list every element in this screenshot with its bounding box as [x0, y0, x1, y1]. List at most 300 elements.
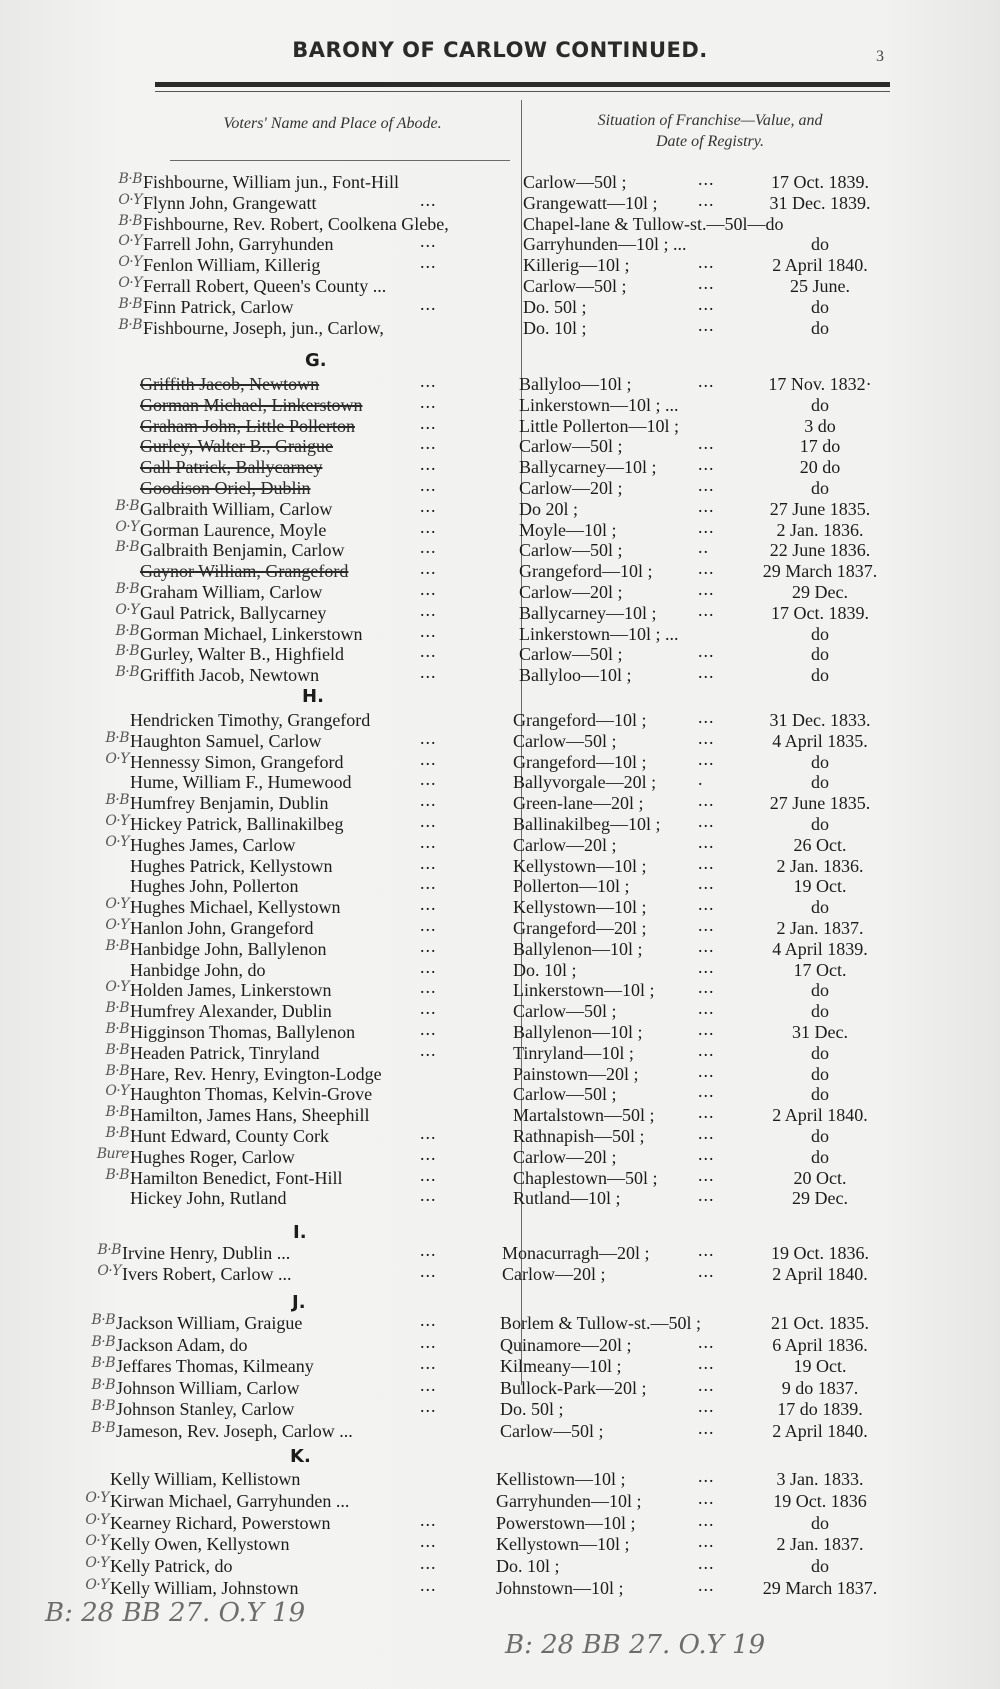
franchise-value: Johnstown—10l ; [496, 1578, 624, 1598]
leader-dots: ... [698, 189, 715, 210]
leader-dots: ... [698, 1164, 715, 1185]
voter-row [0, 662, 1000, 686]
voter-row [0, 1164, 1000, 1189]
voter-name: Haughton Samuel, Carlow [130, 730, 322, 751]
leader-dots: ... [698, 495, 715, 516]
annotation-mark: B·B [105, 1104, 129, 1121]
leader-dots: ... [698, 727, 715, 748]
registry-date: 2 April 1840. [772, 1105, 868, 1126]
franchise-value: Do. 10l ; [523, 317, 587, 338]
leader-dots: ... [698, 1353, 715, 1373]
franchise-value: Linkerstown—10l ; ... [519, 623, 679, 644]
franchise-value: Tinryland—10l ; [513, 1042, 634, 1063]
voter-row [0, 1531, 1000, 1555]
leader-dots: ... [420, 1039, 437, 1060]
registry-date: do [811, 317, 829, 338]
leader-dots: ... [698, 1185, 715, 1206]
registry-date: 9 do 1837. [781, 1377, 859, 1398]
voter-row [0, 852, 1000, 877]
leader-dots: ... [698, 1240, 715, 1260]
annotation-mark: B·B [91, 1312, 115, 1328]
voter-name: Hennessy Simon, Grangeford [130, 751, 344, 772]
voter-name: Gurley, Walter B., Highfield [140, 644, 345, 665]
franchise-value: Carlow—50l ; [523, 172, 627, 192]
voter-row [0, 1060, 1000, 1085]
leader-dots: ... [420, 790, 437, 811]
registry-date: 2 Jan. 1837. [776, 918, 864, 938]
leader-dots: ... [698, 1081, 715, 1102]
leader-dots: ... [420, 1123, 437, 1143]
leader-dots: ... [420, 1260, 437, 1281]
voter-name: Fishbourne, Rev. Robert, Coolkena Glebe, [143, 213, 449, 234]
annotation-mark: B·B [105, 1041, 129, 1058]
voter-name: Hamilton Benedict, Font-Hill [130, 1167, 343, 1188]
leader-dots: ... [420, 516, 437, 537]
voter-name: Haughton Thomas, Kelvin-Grove [130, 1084, 373, 1105]
voter-name: Hughes Roger, Carlow [130, 1146, 295, 1167]
leader-dots: ... [698, 831, 715, 852]
leader-dots: ... [420, 495, 437, 516]
voter-row [0, 252, 1000, 276]
franchise-value: Chaplestown—50l ; [513, 1167, 658, 1188]
franchise-value: Powerstown—10l ; [496, 1512, 636, 1533]
voter-row [0, 1374, 1000, 1399]
franchise-value: Do 20l ; [519, 498, 579, 519]
leader-dots: ... [698, 707, 715, 727]
franchise-value: Kellystown—10l ; [496, 1534, 630, 1555]
registry-date: 31 Dec. 1833. [769, 710, 871, 730]
leader-dots: .. [698, 537, 709, 558]
leader-dots: ... [420, 1240, 437, 1260]
leader-dots: ... [698, 1509, 715, 1530]
registry-date: 22 June 1836. [769, 540, 871, 561]
registry-date: 3 do [804, 415, 836, 436]
annotation-mark: O·Y [105, 979, 129, 996]
voter-name: Hunt Edward, County Cork [130, 1126, 329, 1146]
voter-name: Ivers Robert, Carlow ... [122, 1263, 292, 1284]
leader-dots: ... [420, 641, 437, 662]
registry-date: 17 Nov. 1832· [768, 374, 872, 394]
voter-row [0, 1143, 1000, 1168]
leader-dots: ... [698, 1019, 715, 1039]
annotation-mark: O·Y [105, 833, 129, 850]
voter-row [0, 1123, 1000, 1147]
registry-date: 17 Oct. [793, 959, 847, 980]
franchise-value: Carlow—50l ; [513, 1084, 617, 1105]
voter-name: Kirwan Michael, Garryhunden ... [110, 1490, 350, 1511]
franchise-value: Carlow—20l ; [519, 478, 623, 498]
annotation-mark: B·B [105, 1000, 129, 1017]
voter-name: Kelly William, Kellistown [110, 1469, 301, 1489]
voter-name: Headen Patrick, Tinryland [130, 1042, 320, 1063]
annotation-mark: B·B [91, 1398, 115, 1414]
registry-date: 2 Jan. 1836. [776, 855, 864, 876]
leader-dots: ... [698, 1123, 715, 1143]
leader-dots: ... [698, 977, 715, 998]
voter-name: Hanbidge John, Ballylenon [130, 938, 327, 959]
voter-name: Hickey John, Rutland [130, 1188, 287, 1209]
franchise-value: Linkerstown—10l ; ... [519, 394, 679, 415]
voter-name: Gorman Michael, Linkerstown [140, 394, 363, 415]
leader-dots: ... [698, 475, 715, 495]
voter-name: Griffith Jacob, Newtown [140, 374, 320, 394]
franchise-value: Do. 10l ; [513, 959, 577, 980]
voter-row [0, 769, 1000, 793]
leader-dots: ... [698, 1260, 715, 1281]
leader-dots: ... [698, 1331, 715, 1352]
voter-row [0, 293, 1000, 318]
voter-row [0, 707, 1000, 731]
section-letter [0, 350, 1000, 372]
annotation-mark: O·Y [105, 813, 129, 829]
franchise-value: Carlow—50l ; [519, 644, 623, 665]
voter-row [0, 915, 1000, 939]
leader-dots: ... [698, 579, 715, 599]
leader-dots: ... [698, 1553, 715, 1574]
voter-name: Hare, Rev. Henry, Evington-Lodge [130, 1063, 382, 1084]
voter-name: Gorman Laurence, Moyle [140, 519, 327, 540]
registry-date: do [811, 1556, 829, 1577]
annotation-mark: O·Y [105, 896, 129, 913]
annotation-mark: O·Y [118, 191, 142, 208]
registry-date: 20 Oct. [793, 1167, 847, 1188]
registry-date: 19 Oct. 1836 [773, 1490, 867, 1511]
annotation-mark: O·Y [118, 254, 142, 271]
franchise-value: Grangeford—10l ; [519, 561, 653, 582]
voter-name: Gorman Michael, Linkerstown [140, 623, 363, 644]
leader-dots: ... [698, 915, 715, 935]
registry-date: do [811, 1063, 829, 1084]
voter-name: Hughes Patrick, Kellystown [130, 855, 333, 876]
franchise-value: Pollerton—10l ; [513, 876, 630, 897]
leader-dots: ... [420, 433, 437, 454]
franchise-value: Grangeford—10l ; [513, 751, 647, 772]
section-letter-text: H. [302, 686, 324, 707]
registry-date: do [811, 478, 829, 498]
franchise-value: Carlow—20l ; [513, 834, 617, 855]
annotation-mark: B·B [118, 171, 142, 187]
franchise-value: Carlow—20l ; [502, 1263, 606, 1284]
franchise-value: Kilmeany—10l ; [500, 1356, 622, 1376]
voter-row [0, 790, 1000, 814]
section-letter-text: G. [305, 350, 327, 371]
registry-date: do [811, 897, 829, 918]
registry-date: 2 April 1840. [772, 1263, 868, 1284]
voter-name: Hamilton, James Hans, Sheephill [130, 1105, 370, 1126]
leader-dots: ... [420, 748, 437, 769]
voter-row [0, 1575, 1000, 1599]
column-header-franchise [545, 110, 875, 152]
voter-row [0, 599, 1000, 624]
franchise-value: Martalstown—50l ; [513, 1105, 655, 1126]
voter-name: Fishbourne, Joseph, jun., Carlow, [143, 317, 384, 338]
voter-row [0, 412, 1000, 437]
leader-dots: ... [420, 475, 437, 495]
section-letter [0, 1292, 1000, 1314]
annotation-mark: B·B [105, 729, 129, 746]
franchise-value: Bullock-Park—20l ; [500, 1377, 647, 1398]
voter-name: Jackson Adam, do [116, 1334, 248, 1355]
annotation-mark: O·Y [105, 917, 129, 933]
voter-name: Kelly William, Johnstown [110, 1578, 299, 1598]
annotation-mark: B·B [115, 581, 139, 597]
leader-dots: ... [698, 1531, 715, 1552]
voter-row [0, 956, 1000, 981]
voter-name: Johnson William, Carlow [116, 1377, 300, 1398]
franchise-value: Carlow—20l ; [519, 582, 623, 602]
franchise-value: Carlow—50l ; [513, 1001, 617, 1022]
voter-name: Jackson William, Graigue [116, 1313, 303, 1333]
voter-row [0, 537, 1000, 561]
registry-date: 6 April 1836. [772, 1334, 868, 1355]
franchise-value: Carlow—50l ; [519, 540, 623, 561]
column-header-franchise-line1: Situation of Franchise—Value, and [597, 112, 823, 129]
leader-dots: ... [420, 1164, 437, 1185]
voter-name: Holden James, Linkerstown [130, 980, 332, 1001]
voter-name: Graham John, Little Pollerton [140, 415, 355, 436]
leader-dots: ... [420, 811, 437, 831]
franchise-value: Do. 50l ; [500, 1399, 564, 1419]
leader-dots: ... [420, 1185, 437, 1206]
leader-dots: ... [420, 1509, 437, 1530]
voter-row [0, 1240, 1000, 1264]
franchise-value: Monacurragh—20l ; [502, 1243, 650, 1263]
voter-row [0, 1039, 1000, 1064]
voter-row [0, 231, 1000, 255]
voter-row [0, 579, 1000, 603]
voter-row [0, 475, 1000, 499]
leader-dots: ... [420, 391, 437, 412]
section-letter [0, 686, 1000, 708]
leader-dots: ... [420, 998, 437, 1019]
voter-name: Farrell John, Garryhunden [143, 234, 334, 255]
leader-dots: ... [698, 599, 715, 620]
voter-name: Gaynor William, Grangeford [140, 561, 349, 582]
voter-row [0, 454, 1000, 478]
voter-row [0, 433, 1000, 457]
registry-date: 20 do [799, 457, 841, 478]
franchise-value: Grangeford—20l ; [513, 918, 647, 938]
voter-name: Flynn John, Grangewatt [143, 192, 317, 213]
leader-dots: ... [698, 894, 715, 915]
voter-name: Jeffares Thomas, Kilmeany [116, 1356, 314, 1376]
franchise-value: Carlow—20l ; [513, 1146, 617, 1167]
franchise-value: Do. 50l ; [523, 296, 587, 317]
leader-dots: ... [698, 641, 715, 662]
leader-dots: ... [420, 371, 437, 391]
voter-row [0, 273, 1000, 297]
annotation-mark: O·Y [105, 1083, 129, 1100]
leader-dots: ... [420, 1331, 437, 1352]
leader-dots: ... [698, 1575, 715, 1595]
franchise-value: Carlow—50l ; [519, 436, 623, 457]
leader-dots: ... [420, 454, 437, 475]
annotation-mark: B·B [118, 316, 142, 333]
voter-name: Fenlon William, Killerig [143, 255, 321, 276]
registry-date: 17 Oct. 1839. [771, 172, 869, 192]
voter-row [0, 1102, 1000, 1126]
voter-name: Humfrey Alexander, Dublin [130, 1001, 332, 1022]
voter-name: Hume, William F., Humewood [130, 772, 352, 793]
voter-name: Ferrall Robert, Queen's County ... [143, 276, 387, 296]
leader-dots: ... [698, 516, 715, 537]
voter-row [0, 1396, 1000, 1420]
footer-tally-right: B: 28 BB 27. O.Y 19 [505, 1630, 766, 1660]
annotation-mark: O·Y [85, 1555, 109, 1572]
leader-dots: ... [420, 894, 437, 915]
leader-dots: ... [420, 662, 437, 683]
voter-row [0, 935, 1000, 960]
registry-date: 2 Jan. 1836. [776, 519, 864, 540]
voter-row [0, 1019, 1000, 1043]
annotation-mark: O·Y [85, 1511, 109, 1528]
leader-dots: ... [420, 558, 437, 579]
franchise-value: Ballycarney—10l ; [519, 457, 657, 478]
leader-dots: ... [420, 620, 437, 641]
voter-name: Kelly Owen, Kellystown [110, 1534, 290, 1555]
registry-date: do [811, 1512, 829, 1533]
voter-row [0, 371, 1000, 395]
registry-date: 19 Oct. [793, 876, 847, 897]
annotation-mark: B·B [91, 1355, 115, 1371]
voter-name: Graham William, Carlow [140, 582, 323, 602]
registry-date: 29 Dec. [792, 582, 848, 602]
voter-row [0, 620, 1000, 645]
voter-row [0, 1185, 1000, 1209]
leader-dots: ... [698, 1039, 715, 1060]
annotation-mark: B·B [105, 1062, 129, 1079]
leader-dots: ... [420, 231, 437, 252]
franchise-value: Borlem & Tullow-st.—50l ; [500, 1313, 702, 1333]
annotation-mark: O·Y [115, 601, 139, 618]
registry-date: do [811, 772, 829, 793]
voter-name: Hickey Patrick, Ballinakilbeg [130, 814, 344, 834]
franchise-value: Ballycarney—10l ; [519, 602, 657, 623]
registry-date: do [811, 1126, 829, 1146]
voter-row [0, 391, 1000, 416]
voter-name: Hanbidge John, do [130, 959, 266, 980]
franchise-value: Carlow—50l ; [523, 276, 627, 296]
franchise-value: Rutland—10l ; [513, 1188, 621, 1209]
franchise-value: Chapel-lane & Tullow-st.—50l—do [523, 213, 784, 234]
voter-row [0, 314, 1000, 339]
registry-date: 17 Oct. 1839. [771, 602, 869, 623]
voter-row [0, 1310, 1000, 1334]
voter-row [0, 727, 1000, 752]
leader-dots: . [698, 769, 704, 790]
annotation-mark: O·Y [85, 1533, 109, 1550]
annotation-mark: O·Y [97, 1262, 121, 1279]
leader-dots: ... [420, 852, 437, 873]
annotation-mark: B·B [105, 1166, 129, 1183]
voter-row [0, 748, 1000, 773]
leader-dots: ... [698, 935, 715, 956]
registry-date: 17 do 1839. [777, 1399, 863, 1419]
leader-dots: ... [698, 371, 715, 391]
leader-dots: ... [420, 831, 437, 852]
voter-row [0, 811, 1000, 835]
franchise-value: Do. 10l ; [496, 1556, 560, 1577]
registry-date: 3 Jan. 1833. [776, 1469, 864, 1489]
leader-dots: ... [698, 1102, 715, 1123]
voter-name: Fishbourne, William jun., Font-Hill [143, 172, 399, 192]
leader-dots: ... [698, 1143, 715, 1164]
annotation-mark: B·B [115, 643, 139, 660]
registry-date: 31 Dec. [792, 1022, 848, 1042]
leader-dots: ... [698, 852, 715, 873]
franchise-value: Ballyloo—10l ; [519, 665, 632, 686]
leader-dots: ... [698, 1466, 715, 1486]
franchise-value: Garryhunden—10l ; [496, 1490, 642, 1511]
registry-date: 26 Oct. [793, 834, 847, 855]
leader-dots: ... [420, 727, 437, 748]
registry-date: 4 April 1835. [772, 730, 868, 751]
annotation-mark: O·Y [105, 750, 129, 767]
voter-row [0, 169, 1000, 193]
annotation-mark: O·Y [85, 1577, 109, 1593]
leader-dots: ... [420, 293, 437, 314]
registry-date: do [811, 1146, 829, 1167]
voter-name: Griffith Jacob, Newtown [140, 665, 320, 686]
leader-dots: ... [698, 1417, 715, 1438]
footer-tally-left: B: 28 BB 27. O.Y 19 [45, 1598, 306, 1628]
franchise-value: Kellystown—10l ; [513, 897, 647, 918]
franchise-value: Carlow—50l ; [500, 1420, 604, 1441]
registry-date: 2 April 1840. [772, 1420, 868, 1441]
leader-dots: ... [420, 1575, 437, 1595]
section-letter-text: K. [290, 1446, 311, 1467]
franchise-value: Ballyvorgale—20l ; [513, 772, 657, 793]
leader-dots: ... [420, 579, 437, 599]
leader-dots: ... [420, 1374, 437, 1395]
voter-name: Hanlon John, Grangeford [130, 918, 314, 938]
voter-row [0, 831, 1000, 856]
voter-row [0, 977, 1000, 1001]
voter-row [0, 1260, 1000, 1285]
registry-date: do [811, 644, 829, 665]
leader-dots: ... [420, 956, 437, 977]
voter-row [0, 1353, 1000, 1377]
leader-dots: ... [420, 1396, 437, 1416]
registry-date: do [811, 1084, 829, 1105]
annotation-mark: O·Y [118, 275, 142, 291]
leader-dots: ... [698, 873, 715, 894]
registry-date: do [811, 814, 829, 834]
annotation-mark: B·B [115, 539, 139, 556]
voter-row [0, 214, 1000, 235]
franchise-value: Garryhunden—10l ; ... [523, 234, 687, 255]
leader-dots: ... [698, 1374, 715, 1395]
leader-dots: ... [420, 915, 437, 935]
leader-dots: ... [698, 314, 715, 335]
voter-name: Humfrey Benjamin, Dublin [130, 793, 329, 814]
annotation-mark: B·B [105, 1125, 129, 1141]
leader-dots: ... [698, 811, 715, 831]
voter-name: Galbraith Benjamin, Carlow [140, 540, 345, 561]
voter-name: Irvine Henry, Dublin ... [122, 1243, 291, 1263]
column-header-franchise-line2: Date of Registry. [656, 133, 764, 150]
leader-dots: ... [420, 1310, 437, 1330]
annotation-mark: Bure [96, 1145, 129, 1162]
annotation-mark: B·B [105, 1021, 129, 1037]
voter-name: Gall Patrick, Ballycarney [140, 457, 323, 478]
registry-date: do [811, 296, 829, 317]
registry-date: do [811, 980, 829, 1001]
franchise-value: Grangewatt—10l ; [523, 192, 658, 213]
leader-dots: ... [698, 169, 715, 189]
voter-row [0, 641, 1000, 665]
franchise-value: Grangeford—10l ; [513, 710, 647, 730]
